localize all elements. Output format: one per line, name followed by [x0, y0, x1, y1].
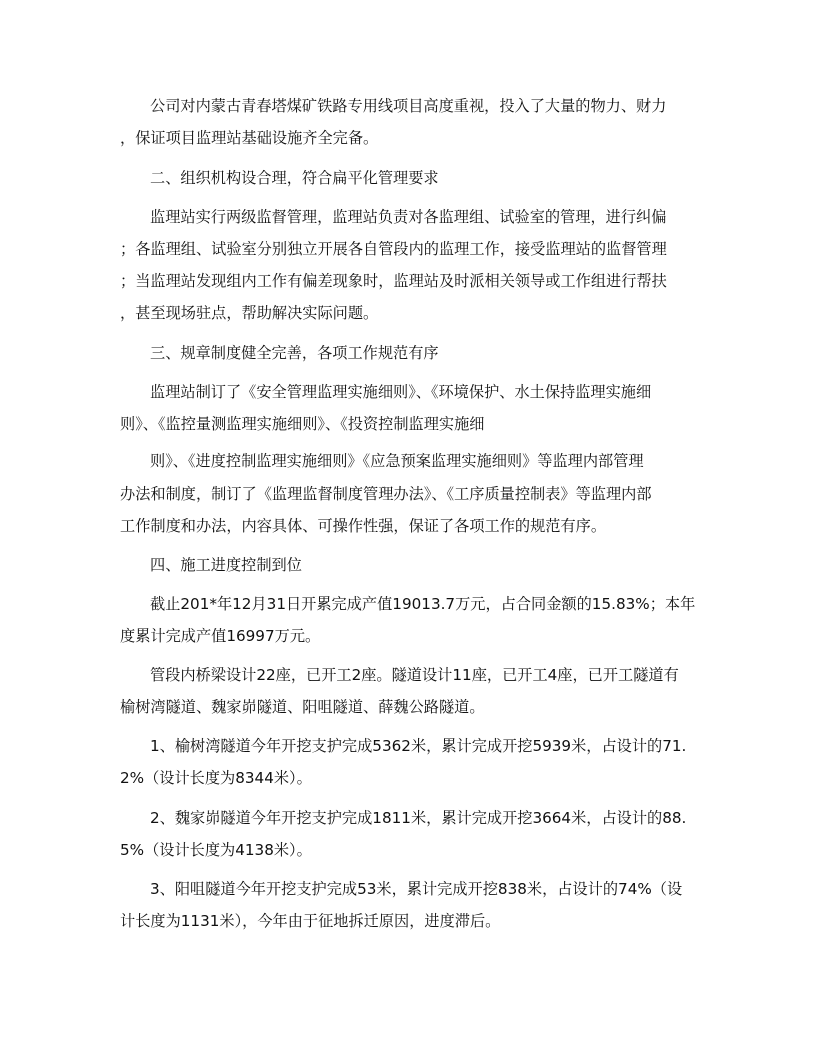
list-item: 3、阳咀隧道今年开挖支护完成53米，累计完成开挖838米，占设计的74%（设	[150, 880, 683, 898]
section-heading: 四、施工进度控制到位	[150, 556, 302, 574]
paragraph-line: 则》、《监控量测监理实施细则》、《投资控制监理实施细	[120, 415, 485, 433]
paragraph-line: ，甚至现场驻点，帮助解决实际问题。	[120, 304, 379, 322]
paragraph-line: 公司对内蒙古青春塔煤矿铁路专用线项目高度重视，投入了大量的物力、财力	[150, 97, 667, 115]
paragraph-line: 监理站实行两级监督管理，监理站负责对各监理组、试验室的管理，进行纠偏	[150, 208, 667, 226]
paragraph-line: 监理站制订了《安全管理监理实施细则》、《环境保护、水土保持监理实施细	[150, 383, 652, 401]
paragraph-line: 榆树湾隧道、魏家峁隧道、阳咀隧道、薛魏公路隧道。	[120, 698, 485, 716]
paragraph-line: 度累计完成产值16997万元。	[120, 627, 321, 645]
section-heading: 三、规章制度健全完善，各项工作规范有序	[150, 344, 439, 362]
list-item: 2、魏家峁隧道今年开挖支护完成1811米，累计完成开挖3664米，占设计的88.	[150, 809, 687, 827]
paragraph-line: ，保证项目监理站基础设施齐全完备。	[120, 129, 379, 147]
list-item: 计长度为1131米），今年由于征地拆迁原因，进度滞后。	[120, 912, 501, 930]
paragraph-line: ；当监理站发现组内工作有偏差现象时，监理站及时派相关领导或工作组进行帮扶	[120, 272, 667, 290]
list-item: 1、榆树湾隧道今年开挖支护完成5362米，累计完成开挖5939米，占设计的71.	[150, 737, 687, 755]
paragraph-line: 则》、《进度控制监理实施细则》《应急预案监理实施细则》等监理内部管理	[150, 452, 644, 470]
section-heading: 二、组织机构设合理，符合扁平化管理要求	[150, 169, 439, 187]
paragraph-line: 截止201*年12月31日开累完成产值19013.7万元，占合同金额的15.83%；本年	[150, 595, 696, 613]
paragraph-line: 管段内桥梁设计22座，已开工2座。隧道设计11座，已开工4座，已开工隧道有	[150, 666, 679, 684]
list-item: 2%（设计长度为8344米）。	[120, 769, 312, 787]
paragraph-line: 工作制度和办法，内容具体、可操作性强，保证了各项工作的规范有序。	[120, 517, 606, 535]
list-item: 5%（设计长度为4138米）。	[120, 841, 312, 859]
paragraph-line: 办法和制度，制订了《监理监督制度管理办法》、《工序质量控制表》等监理内部	[120, 485, 652, 503]
paragraph-line: ；各监理组、试验室分别独立开展各自管段内的监理工作，接受监理站的监督管理	[120, 240, 667, 258]
